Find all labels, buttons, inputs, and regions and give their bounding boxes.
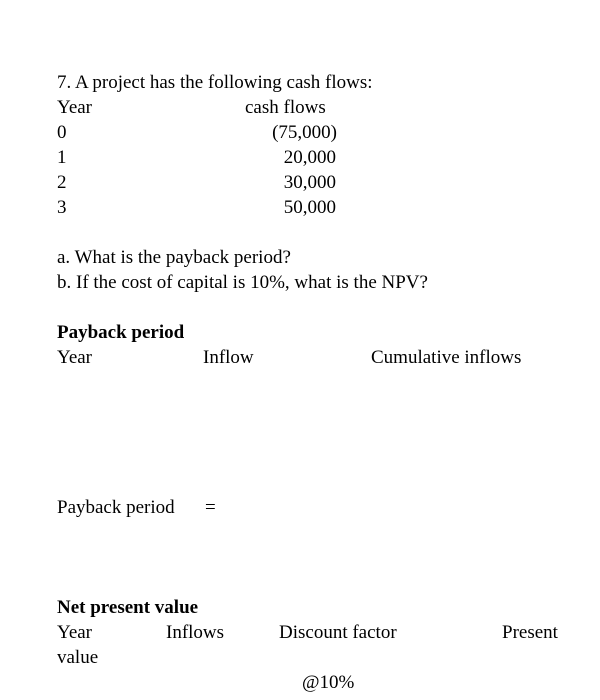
npv-discount-header: Discount factor	[279, 622, 397, 643]
npv-inflows-header: Inflows	[166, 622, 225, 643]
cashflow-value-1: 20,000	[283, 147, 336, 168]
payback-heading: Payback period	[57, 322, 185, 343]
payback-inflow-header: Inflow	[203, 347, 254, 368]
cashflow-year-3: 3	[57, 197, 67, 218]
payback-year-header: Year	[57, 347, 93, 368]
question-part-b: b. If the cost of capital is 10%, what is the NPV?	[57, 272, 428, 293]
payback-equals-sign: =	[205, 497, 216, 518]
cashflow-year-0: 0	[57, 122, 67, 143]
payback-result-label: Payback period	[57, 497, 175, 518]
cashflow-value-3: 50,000	[283, 197, 336, 218]
cashflow-year-header: Year	[57, 97, 93, 118]
npv-rate-note: @10%	[302, 672, 355, 693]
cashflow-year-1: 1	[57, 147, 67, 168]
question-part-a: a. What is the payback period?	[57, 247, 291, 268]
npv-year-header: Year	[57, 622, 93, 643]
cashflow-year-2: 2	[57, 172, 67, 193]
npv-heading: Net present value	[57, 597, 199, 618]
question-title: 7. A project has the following cash flows:	[57, 72, 373, 93]
cashflow-value-0: (75,000)	[272, 122, 337, 143]
cashflow-value-header: cash flows	[245, 97, 326, 118]
cashflow-value-2: 30,000	[283, 172, 336, 193]
payback-cumulative-header: Cumulative inflows	[371, 347, 522, 368]
npv-present-header: Present	[502, 622, 558, 643]
npv-present-header-cont: value	[57, 647, 99, 668]
